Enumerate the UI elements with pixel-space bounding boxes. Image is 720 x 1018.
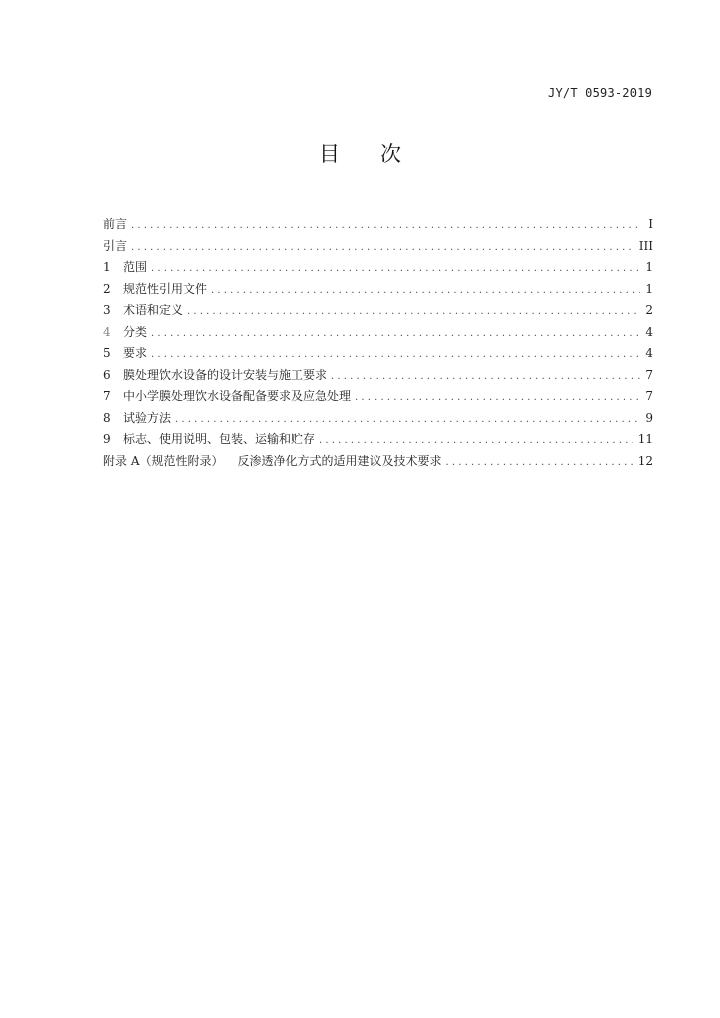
toc-entry-page: 7: [645, 389, 653, 403]
toc-entry-label: 前言: [103, 217, 128, 231]
dot-leader: [131, 215, 640, 236]
appendix-title: 反渗透净化方式的适用建议及技术要求: [237, 453, 442, 468]
toc-entry-page: 9: [645, 410, 653, 425]
dot-leader: [131, 237, 634, 258]
appendix-prefix: 附录 A（规范性附录）: [103, 453, 224, 468]
dot-leader: [355, 387, 640, 408]
toc-entry-page: 12: [637, 453, 653, 468]
toc-entry-label: 范围: [123, 260, 148, 274]
dot-leader: [151, 344, 640, 365]
toc-entry-label: 规范性引用文件: [123, 281, 208, 296]
toc-entry-number: 7: [103, 389, 111, 403]
toc-entry-page: 1: [645, 281, 653, 296]
toc-entry-5[interactable]: [103, 343, 653, 365]
dot-leader: [151, 258, 640, 279]
dot-leader: [446, 452, 633, 473]
toc-entry-foreword[interactable]: [103, 214, 653, 236]
toc-entry-3[interactable]: [103, 300, 653, 322]
page-title: [0, 138, 720, 168]
toc-entry-number: 8: [103, 410, 111, 425]
toc-entry-7[interactable]: [103, 386, 653, 408]
toc-entry-number: 1: [103, 260, 111, 274]
toc-entry-9[interactable]: [103, 429, 653, 451]
toc-entry-page: 2: [645, 303, 653, 317]
toc-entry-page: 7: [645, 367, 653, 382]
toc-entry-page: 4: [645, 324, 653, 339]
toc-entry-page: 11: [637, 432, 653, 446]
toc-entry-label: [103, 451, 442, 473]
table-of-contents: [103, 214, 653, 472]
toc-entry-label: 中小学膜处理饮水设备配备要求及应急处理: [123, 389, 352, 403]
toc-entry-4[interactable]: [103, 322, 653, 344]
document-code: JY/T 0593-2019: [548, 86, 652, 100]
toc-entry-label: 要求: [123, 346, 148, 360]
dot-leader: [211, 280, 640, 301]
toc-entry-page: 4: [645, 346, 653, 360]
dot-leader: [319, 430, 633, 451]
toc-entry-page: 1: [645, 260, 653, 274]
toc-entry-2[interactable]: [103, 279, 653, 301]
toc-entry-number: 6: [103, 367, 111, 382]
toc-entry-page: I: [648, 217, 653, 231]
title-char-1: 目: [319, 142, 340, 166]
toc-entry-number: 2: [103, 281, 111, 296]
toc-entry-label: 引言: [103, 238, 128, 253]
toc-entry-6[interactable]: [103, 365, 653, 387]
toc-entry-label: 标志、使用说明、包装、运输和贮存: [123, 432, 316, 446]
dot-leader: [151, 323, 640, 344]
toc-entry-label: 术语和定义: [123, 303, 184, 317]
toc-entry-1[interactable]: [103, 257, 653, 279]
toc-entry-appendix-a[interactable]: [103, 451, 653, 473]
toc-entry-label: 分类: [123, 324, 148, 339]
toc-entry-introduction[interactable]: [103, 236, 653, 258]
toc-entry-number: 5: [103, 346, 111, 360]
title-char-2: 次: [380, 142, 401, 166]
toc-entry-number: 4: [103, 324, 111, 339]
toc-entry-label: 试验方法: [123, 410, 172, 425]
toc-entry-8[interactable]: [103, 408, 653, 430]
toc-entry-number: 9: [103, 432, 111, 446]
dot-leader: [331, 366, 640, 387]
toc-entry-page: III: [638, 238, 653, 253]
dot-leader: [187, 301, 640, 322]
toc-entry-number: 3: [103, 303, 111, 317]
toc-entry-label: 膜处理饮水设备的设计安装与施工要求: [123, 367, 328, 382]
dot-leader: [175, 409, 640, 430]
